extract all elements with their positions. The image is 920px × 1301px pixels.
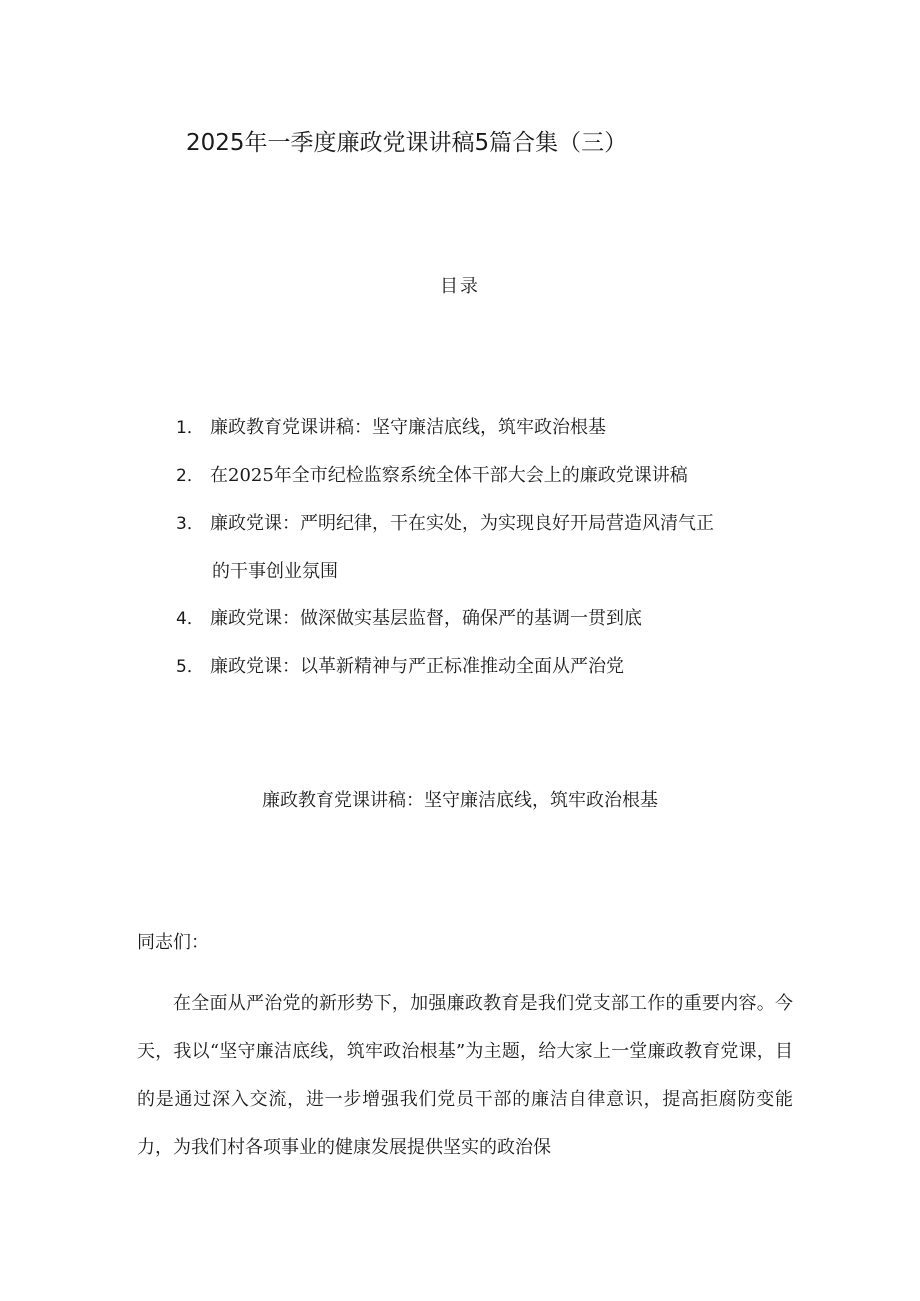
toc-item[interactable] xyxy=(176,595,714,643)
section-title: 廉政教育党课讲稿：坚守廉洁底线，筑牢政治根基 xyxy=(262,790,658,811)
toc-item-number: 3． xyxy=(176,514,204,534)
toc-item-text: 廉政教育党课讲稿：坚守廉洁底线，筑牢政治根基 xyxy=(210,417,606,438)
toc-item-number: 1． xyxy=(176,418,204,438)
toc-item[interactable] xyxy=(176,404,714,452)
toc-item-text: 廉政党课：以革新精神与严正标准推动全面从严治党 xyxy=(210,656,624,677)
toc-item[interactable] xyxy=(176,643,714,691)
body-paragraph: 在全面从严治党的新形势下，加强廉政教育是我们党支部工作的重要内容。今天，我以“坚守廉洁底线，筑牢政治根基”为主题，给大家上一堂廉政教育党课，目的是通过深入交流，进一步增强我们党员干部的廉洁自律意识，提高拒腐防变能力，为我们村各项事业的健康发展提供坚实的政治保 xyxy=(137,993,793,1158)
toc-item-text: 在2025年全市纪检监察系统全体干部大会上的廉政党课讲稿 xyxy=(210,465,688,486)
table-of-contents xyxy=(176,404,714,691)
toc-item-text: 的干事创业氛围 xyxy=(212,561,338,582)
toc-heading: 目录 xyxy=(440,276,480,297)
toc-item[interactable] xyxy=(176,500,714,548)
toc-item-continuation[interactable] xyxy=(176,548,714,595)
toc-item-text: 廉政党课：做深做实基层监督，确保严的基调一贯到底 xyxy=(210,608,642,629)
salutation: 同志们： xyxy=(137,932,209,953)
toc-item-text: 廉政党课：严明纪律，干在实处，为实现良好开局营造风清气正 xyxy=(210,513,714,534)
toc-item-number: 4． xyxy=(176,609,204,629)
document-title: 2025年一季度廉政党课讲稿5篇合集（三） xyxy=(186,130,628,156)
toc-item[interactable] xyxy=(176,452,714,500)
toc-item-number: 5． xyxy=(176,657,204,677)
toc-item-number: 2． xyxy=(176,466,204,486)
